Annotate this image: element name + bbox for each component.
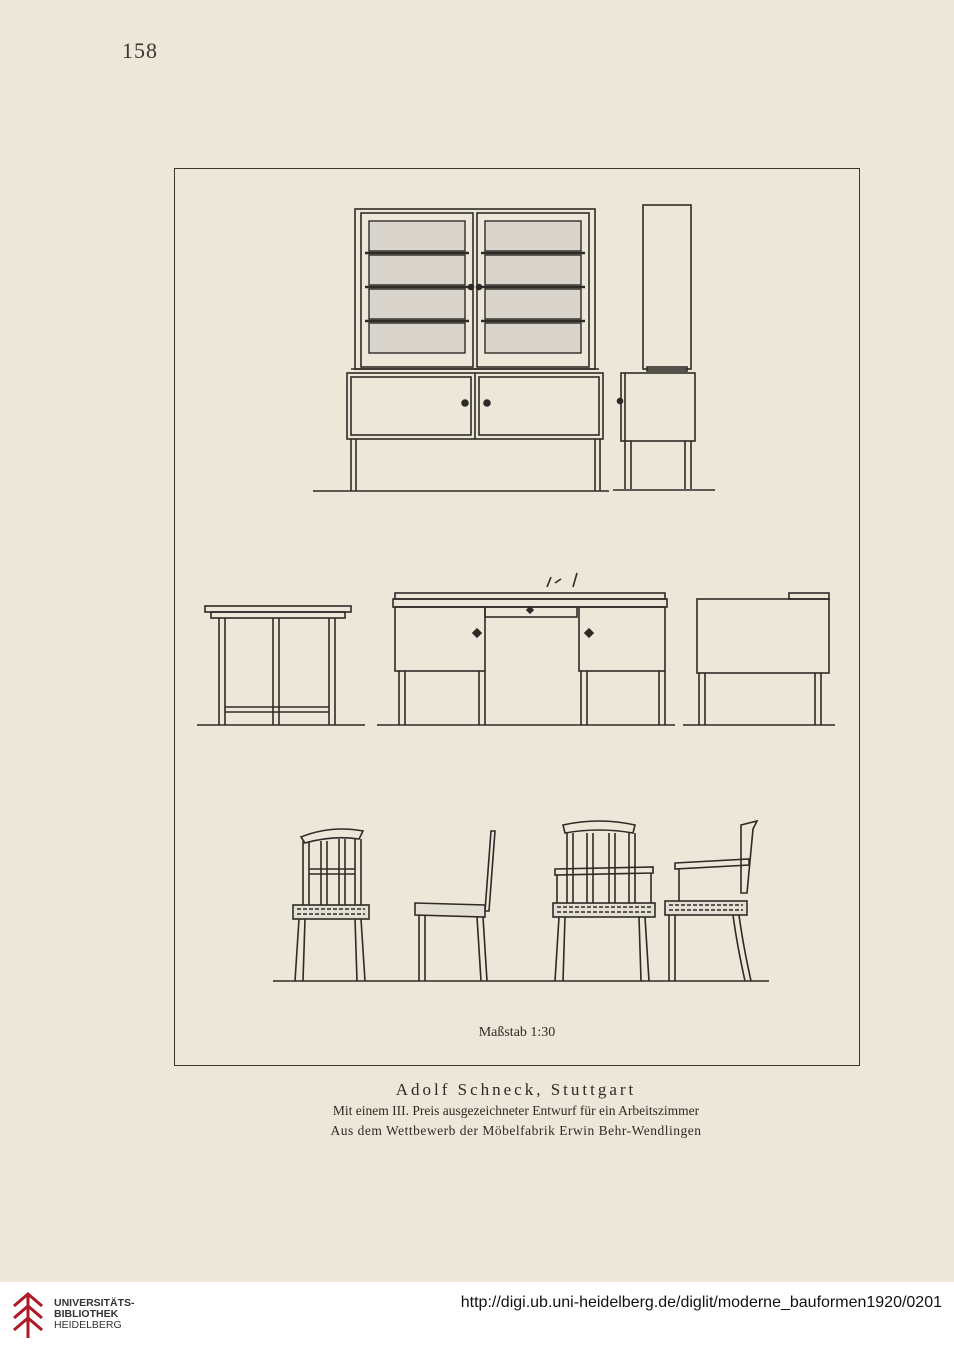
- chair-front-elevation: [293, 829, 369, 981]
- desk-front-elevation: [377, 573, 675, 725]
- armchair-front-elevation: [553, 821, 655, 981]
- cabinet-front-elevation: [313, 209, 609, 491]
- library-name: [54, 1298, 135, 1331]
- caption-title: Adolf Schneck, Stuttgart: [395, 1080, 637, 1099]
- furniture-plate: [174, 168, 860, 1066]
- library-logo-icon: [10, 1290, 48, 1340]
- caption-line-2: Aus dem Wettbewerb der Möbelfabrik Erwin Behr-Wendlingen: [330, 1123, 702, 1138]
- page-number: 158: [122, 38, 158, 63]
- library-name-line-3: HEIDELBERG: [54, 1319, 122, 1331]
- cabinet-side-elevation: [613, 205, 715, 490]
- library-name-line-1: UNIVERSITÄTS-: [54, 1297, 135, 1309]
- chair-side-elevation: [415, 831, 495, 981]
- source-url-link[interactable]: http://digi.ub.uni-heidelberg.de/diglit/moderne_bauformen1920/0201: [460, 1294, 942, 1311]
- armchair-side-elevation: [273, 821, 769, 981]
- caption-line-1: Mit einem III. Preis ausgezeichneter Entwurf für ein Arbeitszimmer: [332, 1103, 700, 1118]
- desk-side-elevation: [683, 593, 835, 725]
- library-footer: [0, 1282, 954, 1350]
- scale-label: Maßstab 1:30: [478, 1025, 556, 1040]
- library-name-line-2: BIBLIOTHEK: [54, 1308, 119, 1320]
- side-table-elevation: [197, 606, 365, 725]
- furniture-drawing: [175, 169, 859, 1065]
